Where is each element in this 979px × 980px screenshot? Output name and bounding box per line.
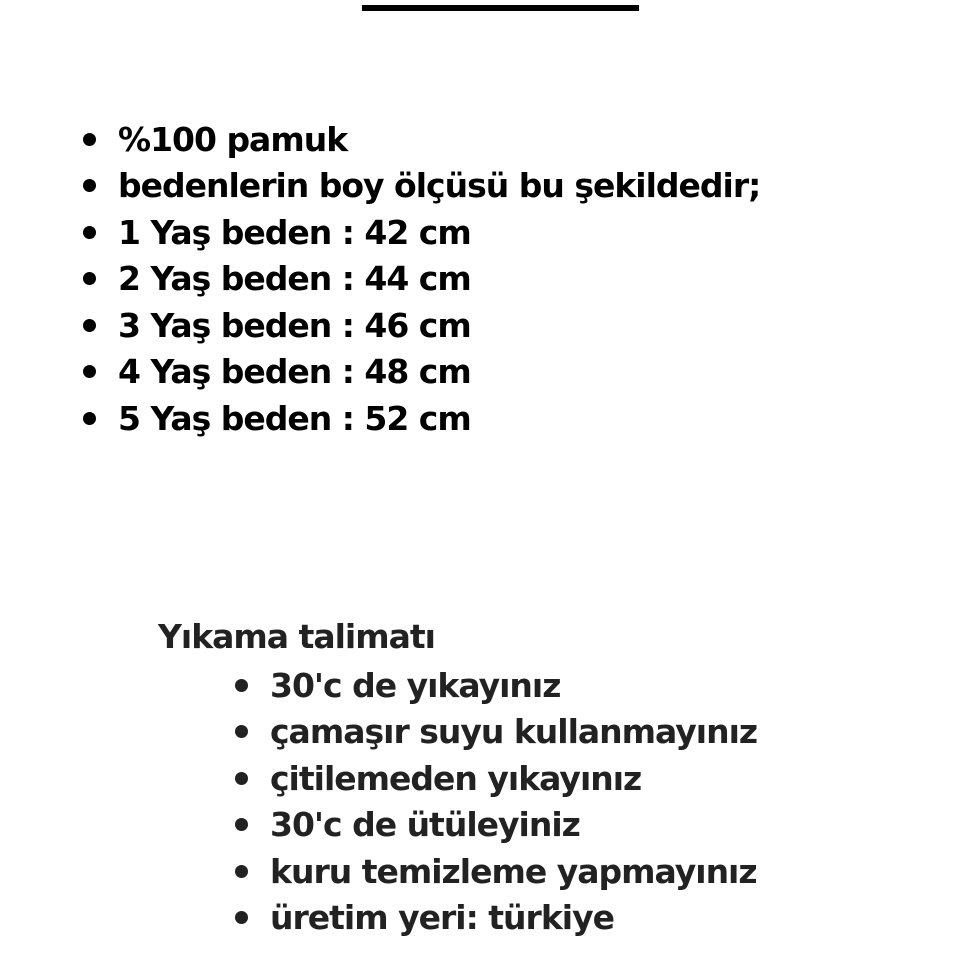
spec-item-label: 2 Yaş beden : 44 cm (118, 259, 471, 299)
bullet-icon (235, 911, 248, 924)
spec-item-size-4 (78, 349, 760, 396)
care-item-label: çamaşır suyu kullanmayınız (270, 712, 758, 752)
bullet-icon (83, 319, 96, 332)
spec-item-label: 3 Yaş beden : 46 cm (118, 305, 471, 345)
bullet-icon (83, 179, 96, 192)
care-item-label: kuru temizleme yapmayınız (270, 851, 757, 891)
spec-item-size-intro (78, 163, 760, 210)
bullet-icon (83, 365, 96, 378)
bullet-icon (83, 272, 96, 285)
care-item (230, 848, 757, 895)
care-item (230, 709, 757, 756)
spec-item-label: 4 Yaş beden : 48 cm (118, 352, 471, 392)
bullet-icon (235, 725, 248, 738)
care-instructions-list (230, 662, 757, 941)
spec-item-label: bedenlerin boy ölçüsü bu şekildedir; (118, 166, 761, 206)
spec-item-size-1 (78, 209, 760, 256)
care-item-label: üretim yeri: türkiye (270, 898, 614, 938)
spec-item-size-5 (78, 395, 760, 442)
care-item (230, 895, 757, 942)
care-item-label: 30'c de yıkayınız (270, 665, 561, 705)
bullet-icon (235, 865, 248, 878)
bullet-icon (83, 133, 96, 146)
care-item (230, 662, 757, 709)
spec-item-label: %100 pamuk (118, 119, 348, 159)
bullet-icon (235, 772, 248, 785)
spec-item-label: 1 Yaş beden : 42 cm (118, 212, 471, 252)
top-divider (362, 5, 639, 11)
bullet-icon (83, 226, 96, 239)
spec-item-size-3 (78, 302, 760, 349)
care-item (230, 802, 757, 849)
care-item (230, 755, 757, 802)
bullet-icon (235, 818, 248, 831)
product-spec-list (78, 116, 760, 442)
care-instructions-title: Yıkama talimatı (158, 617, 435, 656)
bullet-icon (83, 412, 96, 425)
care-item-label: 30'c de ütüleyiniz (270, 805, 580, 845)
bullet-icon (235, 679, 248, 692)
spec-item-material (78, 116, 760, 163)
spec-item-label: 5 Yaş beden : 52 cm (118, 398, 471, 438)
care-item-label: çitilemeden yıkayınız (270, 758, 642, 798)
spec-item-size-2 (78, 256, 760, 303)
